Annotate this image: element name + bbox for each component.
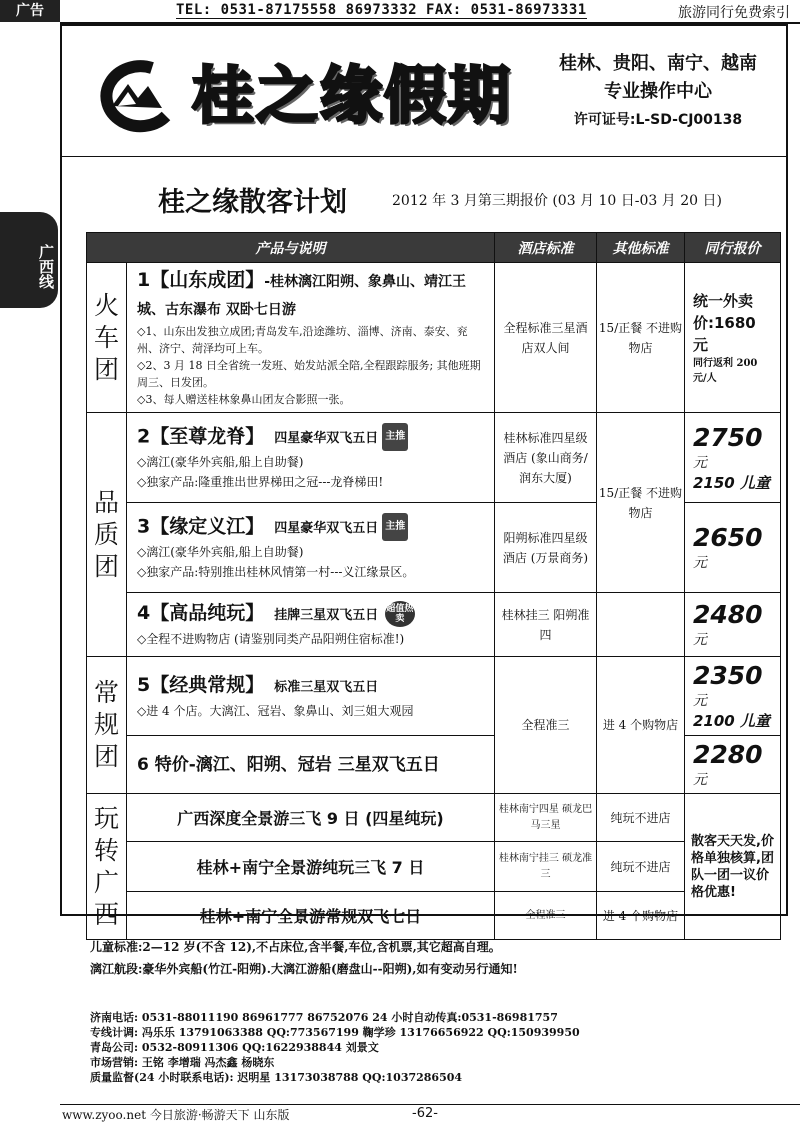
- tour-2-hotel: 桂林南宁挂三 硕龙准三: [495, 842, 597, 892]
- banner-divider: [62, 156, 786, 157]
- product-4-price: [685, 593, 781, 657]
- header-hotel: 酒店标准: [495, 233, 597, 263]
- regular-other: 进 4 个购物店: [597, 657, 685, 794]
- yuan-unit: 元: [693, 454, 707, 471]
- table-row: [87, 794, 781, 842]
- product-1-other: 15/正餐 不进购物店: [597, 263, 685, 413]
- product-5-price-value: 2350: [693, 661, 763, 690]
- banner: [62, 26, 786, 156]
- product-1-desc-2: ◇2、3 月 18 日全省统一发班、始发站派全陪,全程跟踪服务; 其他班期周三、日发团。: [137, 359, 481, 389]
- product-3-price-value: 2650: [693, 523, 763, 552]
- recommend-badge: 主推: [382, 423, 408, 451]
- contact-qingdao: 青岛公司: 0532-80911306 QQ:1622938844 刘景文: [90, 1041, 379, 1054]
- table-row: [87, 842, 781, 892]
- plan-title: 桂之缘散客计划: [158, 187, 347, 218]
- product-2-num: 2: [137, 425, 151, 448]
- free-index-label: 旅游同行免费索引: [678, 5, 790, 21]
- table-header-row: [87, 233, 781, 263]
- product-1-hotel: 全程标准三星酒店双人间: [495, 263, 597, 413]
- contact-jinan: 济南电话: 0531-88011190 86961777 86752076 24 小时自动传真:0531-86981757: [90, 1011, 558, 1024]
- header-price: 同行报价: [685, 233, 781, 263]
- product-3-num: 3: [137, 515, 151, 538]
- product-5-stars: 标准三星双飞五日: [274, 679, 379, 695]
- product-3-desc-2: ◇独家产品:特别推出桂林风情第一村---义江缘景区。: [137, 565, 415, 580]
- tour-2-title: 桂林+南宁全景游纯玩三飞 7 日: [127, 842, 495, 892]
- product-1: [127, 263, 495, 413]
- product-1-desc-1: ◇1、山东出发独立成团;青岛发车,沿途潍坊、淄博、济南、泰安、兖州、济宁、菏泽均可上车。: [137, 325, 468, 355]
- product-5-price: [685, 657, 781, 736]
- product-1-price-note: 同行返利 200 元/人: [693, 357, 758, 384]
- tour-2-other: 纯玩不进店: [597, 842, 685, 892]
- tour-1-title: 广西深度全景游三飞 9 日 (四星纯玩): [127, 794, 495, 842]
- product-4: [127, 593, 495, 657]
- banner-license: 许可证号:L-SD-CJ00138: [573, 112, 743, 128]
- quality-other: 15/正餐 不进购物店: [597, 413, 685, 593]
- product-5: [127, 657, 495, 736]
- kids-note: 儿童标准:2—12 岁(不含 12),不占床位,含半餐,车位,含机票,其它超高自理。: [90, 940, 501, 954]
- header-product: 产品与说明: [87, 233, 495, 263]
- product-1-name: 【山东成团】: [150, 269, 265, 291]
- yuan-unit: 元: [693, 772, 707, 788]
- product-5-desc-1: ◇进 4 个店。大漓江、冠岩、象鼻山、刘三姐大观园: [137, 703, 414, 718]
- product-6-title: 6 特价-漓江、阳朔、冠岩 三星双飞五日: [137, 754, 440, 775]
- product-2-stars: 四星豪华双飞五日: [274, 431, 379, 447]
- contact-quality: 质量监督(24 小时联系电话): 迟明星 13173038788 QQ:1037286504: [90, 1071, 463, 1084]
- tour-3-hotel: 全程准三: [495, 892, 597, 940]
- product-4-desc-1: ◇全程不进购物店 (请鉴别同类产品阳朔住宿标准!): [137, 632, 405, 646]
- banner-center: 专业操作中心: [604, 81, 712, 102]
- table-row: [87, 657, 781, 736]
- product-5-num: 5: [137, 673, 151, 696]
- table-row: [87, 593, 781, 657]
- category-guangxi: 玩转广西: [87, 794, 127, 940]
- header-contact-line: TEL: 0531-87175558 86973332 FAX: 0531-86973331: [176, 2, 587, 18]
- category-quality: 品质团: [87, 413, 127, 657]
- category-regular: 常规团: [87, 657, 127, 794]
- logo-icon: [82, 54, 182, 134]
- category-train: 火车团: [87, 263, 127, 413]
- footer-rule: [60, 1104, 800, 1105]
- product-3-stars: 四星豪华双飞五日: [274, 521, 379, 537]
- banner-regions: 桂林、贵阳、南宁、越南: [559, 53, 757, 74]
- tour-3-title: 桂林+南宁全景游常规双飞七日: [127, 892, 495, 940]
- product-2: [127, 413, 495, 503]
- yuan-unit: 元: [693, 632, 707, 648]
- table-row: [87, 413, 781, 503]
- product-4-price-value: 2480: [693, 600, 763, 629]
- contacts: [90, 1010, 580, 1085]
- product-4-name: 【高品纯玩】: [150, 602, 265, 624]
- brand-name: 桂之缘假期: [192, 59, 513, 132]
- product-3-price: [685, 503, 781, 593]
- product-2-price-value: 2750: [693, 422, 763, 452]
- product-2-name: 【至尊龙脊】: [150, 425, 265, 448]
- yuan-unit: 元: [693, 693, 707, 709]
- price-table: [86, 232, 781, 940]
- top-bar: [0, 0, 800, 24]
- product-6-price: [685, 736, 781, 794]
- product-1-price-label: 统一外卖价:1680 元: [693, 291, 756, 354]
- cruise-note: 漓江航段:豪华外宾船(竹江-阳朔).大漓江游船(磨盘山--阳朔),如有变动另行通知!: [90, 962, 518, 976]
- product-1-price: [685, 263, 781, 413]
- product-2-desc-1: ◇漓江(豪华外宾船,船上自助餐): [137, 455, 304, 470]
- product-5-kid-price: 2100 儿童: [693, 712, 770, 730]
- header-other: 其他标准: [597, 233, 685, 263]
- product-2-kid-price: 2150 儿童: [693, 473, 770, 492]
- guangxi-note: 散客天天发,价格单独核算,团队一团一议价格优惠!: [685, 794, 781, 940]
- hot-sale-badge: 超值热卖: [385, 601, 415, 627]
- product-6-price-value: 2280: [693, 740, 763, 769]
- contact-planners: 专线计调: 冯乐乐 13791063388 QQ:773567199 鞠学珍 13176656922 QQ:150939950: [90, 1026, 580, 1039]
- product-4-hotel: 桂林挂三 阳朔准四: [495, 593, 597, 657]
- product-3-desc-1: ◇漓江(豪华外宾船,船上自助餐): [137, 545, 304, 560]
- product-5-name: 【经典常规】: [150, 673, 265, 696]
- product-4-other: [597, 593, 685, 657]
- tour-1-other: 纯玩不进店: [597, 794, 685, 842]
- tour-3-other: 进 4 个购物店: [597, 892, 685, 940]
- plan-period: 2012 年 3 月第三期报价 (03 月 10 日-03 月 20 日): [392, 193, 722, 209]
- product-1-num: 1: [137, 269, 151, 291]
- product-4-num: 4: [137, 602, 151, 624]
- page-number: -62-: [412, 1106, 438, 1121]
- contact-marketing: 市场营销: 王铭 李增瑞 冯杰鑫 杨晓东: [90, 1056, 275, 1069]
- regular-hotel: 全程准三: [495, 657, 597, 794]
- notes: [90, 936, 518, 980]
- table-row: [87, 263, 781, 413]
- table-row: [87, 892, 781, 940]
- product-2-price: [685, 413, 781, 503]
- banner-right: [530, 50, 786, 134]
- footer-site: www.zyoo.net 今日旅游·畅游天下 山东版: [62, 1108, 290, 1122]
- product-3-hotel: 阳朔标准四星级酒店 (万景商务): [495, 503, 597, 593]
- side-tab-guangxi: 广西线: [0, 212, 58, 308]
- tour-1-hotel: 桂林南宁四星 硕龙巴马三星: [495, 794, 597, 842]
- product-4-stars: 挂牌三星双飞五日: [274, 608, 379, 623]
- ad-tag: 广告: [0, 0, 60, 22]
- product-1-desc-3: ◇3、每人赠送桂林象鼻山团友合影照一张。: [137, 393, 351, 406]
- product-1-route: -桂林漓江阳朔、象鼻山、靖江王城、古东瀑布 双卧七日游: [137, 274, 467, 318]
- product-2-desc-2: ◇独家产品:隆重推出世界梯田之冠---龙脊梯田!: [137, 475, 384, 490]
- product-6: [127, 736, 495, 794]
- product-2-hotel: 桂林标准四星级酒店 (象山商务/润东大厦): [495, 413, 597, 503]
- recommend-badge: 主推: [382, 513, 408, 541]
- yuan-unit: 元: [693, 555, 707, 571]
- product-3-name: 【缘定义江】: [150, 515, 265, 538]
- product-3: [127, 503, 495, 593]
